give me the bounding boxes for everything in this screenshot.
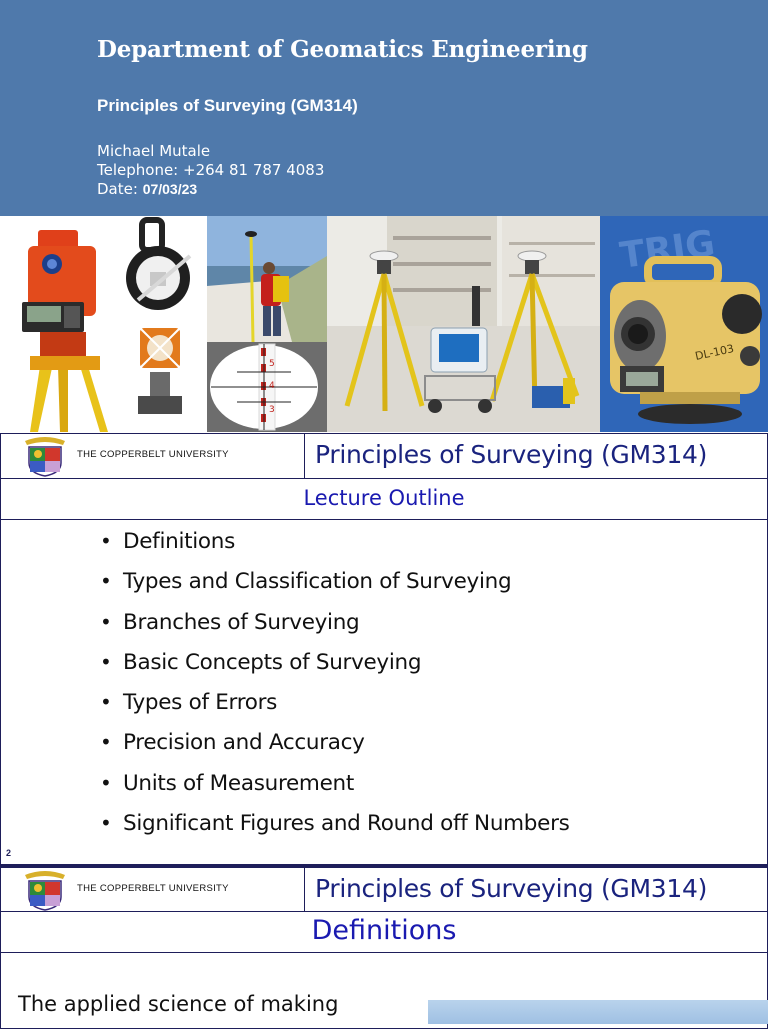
outline-item-text: Precision and Accuracy [123,730,365,756]
survey-equipment-collage [0,216,768,432]
bullet-icon: • [100,770,112,795]
date-value: 07/03/23 [142,181,198,197]
digital-level-photo [600,216,768,432]
level-model-label: DL-103 [693,342,736,363]
bullet-icon: • [100,609,112,634]
university-logo-cell [1,868,305,912]
divider [0,478,768,479]
outline-header-title: Principles of Surveying (GM314) [315,440,708,469]
definitions-photo [428,1000,768,1024]
outline-item [100,645,570,685]
bullet-icon: • [100,569,112,594]
lecture-date [97,180,197,198]
outline-item-text: Branches of Surveying [123,609,360,635]
slide-number: 2 [6,848,12,858]
gps-surveyor-photo [207,216,327,342]
total-station-photo [0,216,207,432]
outline-item-text: Types and Classification of Surveying [123,569,512,595]
bullet-icon: • [100,811,112,836]
bullet-icon: • [100,649,112,674]
lecturer-telephone: Telephone: +264 81 787 4083 [97,161,325,179]
copperbelt-crest-icon [23,435,67,477]
title-banner [0,0,768,216]
definitions-title: Definitions [311,915,457,946]
outline-item [100,806,570,846]
outline-item [100,524,570,564]
outline-item-text: Definitions [123,529,236,554]
definitions-header-title: Principles of Surveying (GM314) [315,874,708,903]
outline-item [100,605,570,645]
bullet-icon: • [100,730,112,755]
outline-item-text: Types of Errors [123,690,278,716]
outline-item [100,564,570,604]
definitions-slide-header [0,868,768,912]
department-title: Department of Geomatics Engineering [97,36,588,63]
divider [0,911,768,912]
bullet-icon: • [100,529,112,553]
outline-item-text: Basic Concepts of Surveying [123,649,422,675]
copperbelt-crest-icon [23,869,67,911]
course-title: Principles of Surveying (GM314) [97,96,358,115]
date-label: Date: [97,180,143,198]
outline-item [100,766,570,806]
outline-item-text: Significant Figures and Round off Numbers [123,811,570,837]
divider [0,519,768,520]
outline-item [100,725,570,765]
university-name: THE COPPERBELT UNIVERSITY [77,449,229,460]
bullet-icon: • [100,690,112,715]
staff-mark: 3 [269,405,275,415]
trig-watermark: TRIG [617,223,718,277]
divider [0,952,768,953]
definition-body-text: The applied science of making [18,992,339,1016]
level-staff-photo [207,342,327,432]
outline-slide-header [0,434,768,478]
outline-item [100,685,570,725]
outline-bullet-list [100,524,570,846]
outline-item-text: Units of Measurement [123,770,354,796]
staff-mark: 4 [269,381,275,391]
staff-mark: 5 [269,359,275,369]
gps-tripods-photo [327,216,600,432]
lecturer-name: Michael Mutale [97,142,211,160]
lecture-outline-title: Lecture Outline [303,486,465,510]
university-logo-cell [1,434,305,478]
university-name: THE COPPERBELT UNIVERSITY [77,883,229,894]
